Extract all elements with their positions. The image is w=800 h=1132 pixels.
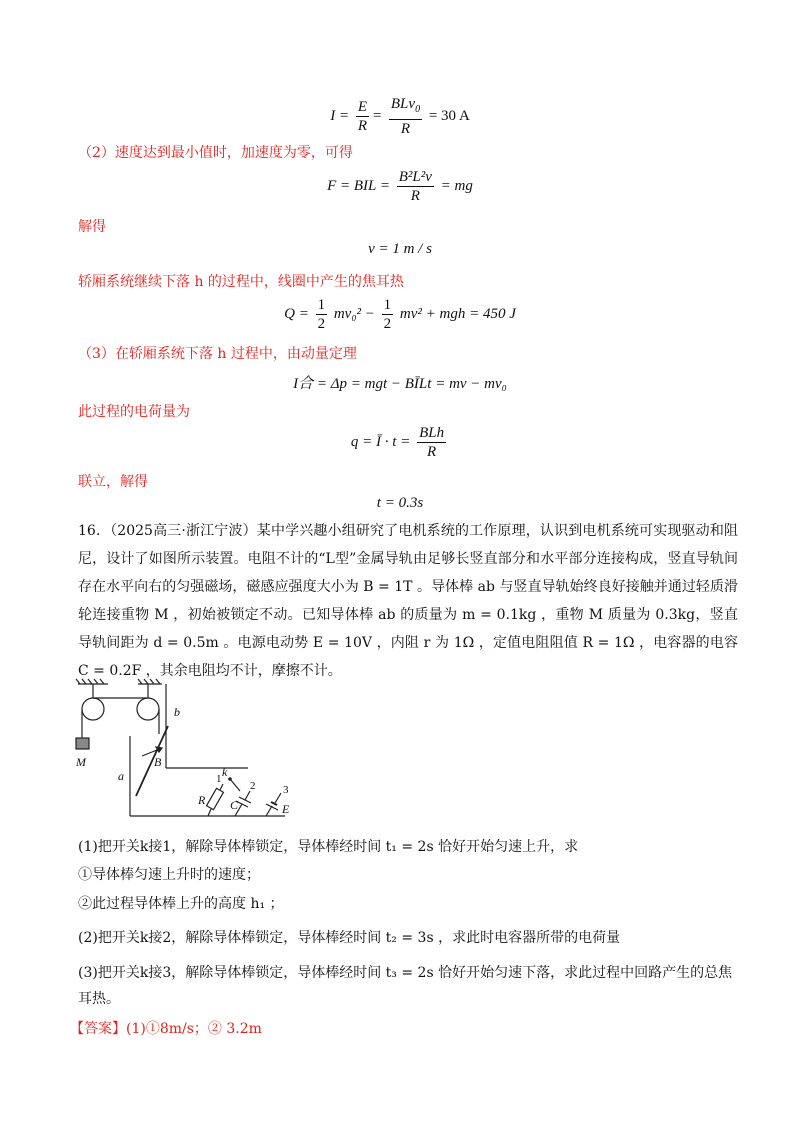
switch-k (230, 779, 240, 791)
eq2-frac-den: R (410, 188, 420, 204)
eq1-rhs: = 30 A (428, 107, 470, 124)
label-M: M (76, 755, 86, 769)
question-3: (3)把开关k接3，解除导体棒锁定，导体棒经时间 t₃ = 2s 恰好开始匀速下落，求此过程中回路产生的总焦耳热。 (78, 965, 733, 1007)
eq1-frac2-num-main: BLv (390, 96, 416, 112)
line-heat: 轿厢系统继续下落 h 的过程中，线圈中产生的焦耳热 (78, 274, 404, 290)
eq1-frac2-num-sub: 0 (415, 104, 421, 115)
switch-pivot (228, 777, 232, 781)
capacitor-lead-top (245, 791, 250, 800)
answer-label: 【答案】 (70, 1021, 126, 1037)
equation-force (0, 168, 800, 205)
eq6-frac-num: BLh (419, 425, 445, 441)
equation-time: t = 0.3s (376, 495, 424, 511)
label-B: B (154, 755, 162, 769)
answer-text: (1)①8m/s；② 3.2m (126, 1021, 262, 1037)
label-a: a (118, 769, 124, 783)
eq6-frac-den: R (427, 444, 437, 460)
line-charge: 此过程的电荷量为 (78, 404, 190, 420)
pulley-left (82, 698, 104, 720)
circuit-figure (70, 676, 310, 824)
label-switch-2: 2 (250, 780, 256, 792)
eq6-frac (417, 424, 446, 461)
eq4-frac-a-num: 1 (317, 297, 326, 313)
ceiling-hatch (76, 679, 160, 684)
line-solve1: 解得 (78, 219, 106, 235)
answer-line (70, 1018, 262, 1038)
conductor-rod (136, 726, 168, 796)
question-1: (1)把开关k接1，解除导体棒锁定，导体棒经时间 t₁ = 2s 恰好开始匀速上升，求 (78, 839, 579, 855)
equation-heat (0, 296, 800, 333)
eq2-rhs: = mg (440, 177, 473, 194)
equation-momentum: I合 = Δp = mgt − BĪLt = mv − mv₀ (293, 376, 507, 392)
question-1b: ②此过程导体棒上升的高度 h₁ ； (78, 896, 284, 912)
question-2: (2)把开关k接2，解除导体棒锁定，导体棒经时间 t₂ = 3s ，求此时电容器所带的电荷量 (78, 930, 621, 946)
eq1-frac2-num (389, 95, 422, 120)
resistor-lead-bottom (208, 809, 211, 816)
battery-plate-short (271, 802, 277, 805)
eq2-frac-num: B²L²v (398, 169, 432, 185)
equation-charge (0, 424, 800, 461)
battery-lead (266, 806, 272, 816)
line-q2: （2）速度达到最小值时，加速度为零，可得 (78, 145, 353, 161)
label-R: R (198, 793, 206, 807)
eq6-lhs: q = Ī · t = (350, 433, 411, 450)
equation-velocity: v = 1 m / s (368, 241, 432, 257)
equation-current: I = $\frac{E}{R}$ = $\frac{BLv_0}{R}$ = 30 A (330, 96, 470, 137)
eq1-frac1 (356, 98, 369, 135)
eq2-lhs: F = BIL = (327, 177, 390, 194)
eq2-frac (397, 168, 434, 205)
eq4-frac-b-num: 1 (383, 297, 392, 313)
label-switch-3: 3 (283, 784, 289, 796)
eq1-frac1-num: E (357, 99, 368, 115)
eq4-mid-b: mv² + mgh = 450 J (399, 305, 516, 322)
line-solve2: 联立，解得 (78, 474, 148, 490)
line-q3: （3）在轿厢系统下落 h 过程中，由动量定理 (78, 346, 357, 362)
eq4-frac-a (316, 296, 328, 333)
eq4-frac-b (382, 296, 394, 333)
eq1-frac2-den: R (400, 121, 411, 137)
eq1-frac2 (389, 95, 422, 138)
eq4-lhs: Q = (284, 305, 309, 322)
question-1a: ①导体棒匀速上升时的速度； (78, 867, 260, 883)
eq1-frac1-den: R (357, 118, 368, 134)
label-switch-1: 1 (216, 773, 222, 785)
eq4-mid-a: mv₀² − (333, 305, 375, 322)
label-b: b (174, 705, 180, 719)
problem-16-text: 16．（2025高三·浙江宁波）某中学兴趣小组研究了电机系统的工作原理，认识到电机系统可实现驱动和阻尼，设计了如图所示装置。电阻不计的“L型”金属导轨由足够长竖直部分和水平部分连接构成，竖直导轨间存在水平向右的匀强磁场，磁感应强度大小为 B = 1T 。导体棒 ab 与竖直导轨始终良好接触并通过轻质滑轮连接重物 M ，初始被锁定不动。已知导体棒 ab 的质量为 m = 0.1kg ，重物 M 质量为 0.3kg，竖直导轨间距为 d = 0.5m 。电源电动势 E = 10V ，内阻 r 为 1Ω ，定值电阻阻值 R = 1Ω ，电容器的电容 C = 0.2F ，其余电阻均不计，摩擦不计。 (78, 523, 738, 679)
label-E: E (282, 802, 290, 816)
battery-lead-top (275, 793, 281, 803)
eq4-frac-a-den: 2 (317, 316, 326, 332)
pulley-right (137, 698, 159, 720)
resistor-R (207, 788, 224, 809)
eq1-lhs: I = (330, 107, 350, 124)
label-k: k (222, 765, 228, 779)
mass-block (76, 738, 89, 749)
eq4-frac-b-den: 2 (383, 316, 392, 332)
label-C: C (230, 798, 239, 812)
